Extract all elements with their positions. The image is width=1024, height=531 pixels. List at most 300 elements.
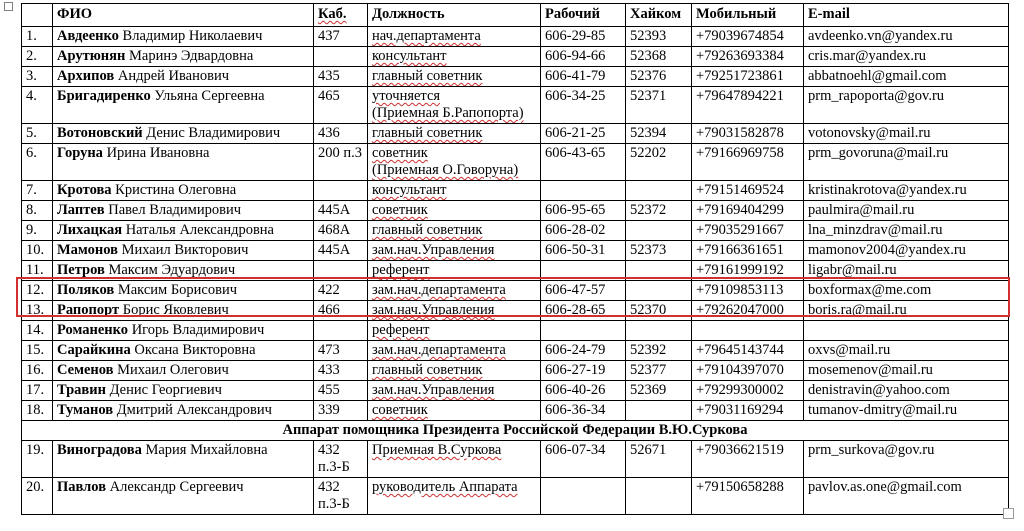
cell-work-phone <box>541 478 626 515</box>
person-surname: Туманов <box>57 402 114 418</box>
cell-position <box>368 27 541 47</box>
work-phone: 606-94-66 <box>545 48 606 64</box>
cell-mobile <box>692 47 804 67</box>
email-address: mamonov2004@yandex.ru <box>808 242 966 258</box>
email-address: tumanov-dmitry@mail.ru <box>808 402 958 418</box>
cell-email <box>804 124 1009 144</box>
table-row <box>22 261 1009 281</box>
cabinet-number: п.3-Б <box>318 496 350 512</box>
section-header-row <box>22 421 1009 441</box>
person-surname: Павлов <box>57 479 107 495</box>
cell-position <box>368 341 541 361</box>
cell-mobile <box>692 321 804 341</box>
position-text: советник <box>372 145 428 161</box>
person-given-names: Наталья Александровна <box>122 222 274 238</box>
mobile-phone: +79109853113 <box>696 282 784 298</box>
person-surname: Рапопорт <box>57 302 120 318</box>
cell-fio <box>53 341 314 361</box>
cell-cabinet <box>314 341 368 361</box>
table-row <box>22 381 1009 401</box>
cell-cabinet <box>314 241 368 261</box>
cell-haicom <box>626 181 692 201</box>
cell-position <box>368 441 541 478</box>
email-address: pavlov.as.one@gmail.com <box>808 479 962 495</box>
cabinet-number: 433 <box>318 362 340 378</box>
position-text: главный советник <box>372 68 483 84</box>
cabinet-number: 455 <box>318 382 340 398</box>
cell-haicom <box>626 321 692 341</box>
cell-position <box>368 261 541 281</box>
work-phone: 606-21-25 <box>545 125 606 141</box>
table-row <box>22 201 1009 221</box>
cell-email <box>804 47 1009 67</box>
cell-number <box>22 87 53 124</box>
table-row <box>22 361 1009 381</box>
section-title <box>22 421 1009 441</box>
person-given-names: Андрей Иванович <box>114 68 229 84</box>
cabinet-number: 445А <box>318 202 351 218</box>
cabinet-number: 200 п.3 <box>318 145 363 161</box>
position-text: зам.нач.департамента <box>372 342 506 358</box>
person-given-names: Денис Владимирович <box>142 125 281 141</box>
table-row <box>22 341 1009 361</box>
cabinet-number: 432 <box>318 442 340 458</box>
mobile-phone: +79036621519 <box>696 442 784 458</box>
mobile-phone: +79166969758 <box>696 145 784 161</box>
cell-haicom <box>626 341 692 361</box>
haicom-number: 52370 <box>630 302 667 318</box>
mobile-phone: +79031169294 <box>696 402 784 418</box>
cabinet-number: 435 <box>318 68 340 84</box>
cabinet-number: 432 <box>318 479 340 495</box>
work-phone: 606-27-19 <box>545 362 606 378</box>
cell-email <box>804 201 1009 221</box>
haicom-number: 52372 <box>630 202 667 218</box>
haicom-number: 52368 <box>630 48 667 64</box>
cell-number <box>22 124 53 144</box>
row-number: 18. <box>26 402 45 418</box>
cell-cabinet <box>314 87 368 124</box>
cell-fio <box>53 47 314 67</box>
cell-fio <box>53 441 314 478</box>
cabinet-number: 436 <box>318 125 340 141</box>
person-surname: Лихацкая <box>57 222 123 238</box>
work-phone: 606-36-34 <box>545 402 606 418</box>
person-given-names: Ирина Ивановна <box>102 145 210 161</box>
cell-haicom <box>626 27 692 47</box>
cell-email <box>804 361 1009 381</box>
cell-number <box>22 261 53 281</box>
position-text: зам.нач.Управления <box>372 242 495 258</box>
haicom-number: 52376 <box>630 68 667 84</box>
cell-cabinet <box>314 47 368 67</box>
cell-fio <box>53 281 314 301</box>
person-given-names: Борис Яковлевич <box>119 302 229 318</box>
table-row <box>22 321 1009 341</box>
cabinet-number: 466 <box>318 302 340 318</box>
email-address: paulmira@mail.ru <box>808 202 915 218</box>
cell-number <box>22 441 53 478</box>
cell-fio <box>53 478 314 515</box>
haicom-number: 52671 <box>630 442 667 458</box>
person-given-names: Маринэ Эдвардовна <box>125 48 254 64</box>
row-number: 5. <box>26 125 37 141</box>
person-given-names: Михаил Викторович <box>117 242 249 258</box>
cell-work-phone <box>541 361 626 381</box>
row-number: 20. <box>26 479 45 495</box>
cabinet-number: 468А <box>318 222 351 238</box>
row-number: 10. <box>26 242 45 258</box>
row-number: 4. <box>26 88 37 104</box>
row-number: 17. <box>26 382 45 398</box>
cell-email <box>804 341 1009 361</box>
cabinet-number: 473 <box>318 342 340 358</box>
cell-cabinet <box>314 261 368 281</box>
table-row <box>22 241 1009 261</box>
email-address: mosemenov@mail.ru <box>808 362 933 378</box>
mobile-phone: +79251723861 <box>696 68 784 84</box>
row-number: 11. <box>26 262 44 278</box>
email-address: oxvs@mail.ru <box>808 342 891 358</box>
cell-mobile <box>692 124 804 144</box>
cell-cabinet <box>314 144 368 181</box>
position-text: главный советник <box>372 362 483 378</box>
cell-mobile <box>692 261 804 281</box>
cell-haicom <box>626 221 692 241</box>
header-position: Должность <box>368 4 541 27</box>
email-address: kristinakrotova@yandex.ru <box>808 182 967 198</box>
work-phone: 606-34-25 <box>545 88 606 104</box>
cell-position <box>368 87 541 124</box>
person-surname: Семенов <box>57 362 114 378</box>
work-phone: 606-95-65 <box>545 202 606 218</box>
cell-cabinet <box>314 401 368 421</box>
cell-email <box>804 261 1009 281</box>
position-text: зам.нач.Управления <box>372 382 495 398</box>
cell-cabinet <box>314 181 368 201</box>
cell-work-phone <box>541 321 626 341</box>
haicom-number: 52202 <box>630 145 667 161</box>
table-row <box>22 401 1009 421</box>
person-surname: Кротова <box>57 182 112 198</box>
mobile-phone: +79299300002 <box>696 382 784 398</box>
cell-haicom <box>626 47 692 67</box>
cell-work-phone <box>541 401 626 421</box>
row-number: 6. <box>26 145 37 161</box>
cell-position <box>368 361 541 381</box>
cell-haicom <box>626 361 692 381</box>
position-text: руководитель Аппарата <box>372 479 518 495</box>
cell-cabinet <box>314 281 368 301</box>
cell-email <box>804 241 1009 261</box>
cell-mobile <box>692 341 804 361</box>
row-number: 16. <box>26 362 45 378</box>
position-text: советник <box>372 402 428 418</box>
cell-cabinet <box>314 441 368 478</box>
cell-cabinet <box>314 201 368 221</box>
row-number: 14. <box>26 322 45 338</box>
person-given-names: Павел Владимирович <box>104 202 242 218</box>
person-surname: Авдеенко <box>57 28 119 44</box>
cell-email <box>804 27 1009 47</box>
page-resize-handle[interactable] <box>1003 508 1014 519</box>
table-body <box>22 27 1009 515</box>
person-surname: Вотоновский <box>57 125 143 141</box>
table-row <box>22 301 1009 321</box>
cell-fio <box>53 67 314 87</box>
mobile-phone: +79169404299 <box>696 202 784 218</box>
haicom-number: 52371 <box>630 88 667 104</box>
position-text: референт <box>372 322 430 338</box>
email-address: cris.mar@yandex.ru <box>808 48 927 64</box>
row-number: 9. <box>26 222 37 238</box>
cell-position <box>368 401 541 421</box>
table-row <box>22 47 1009 67</box>
cell-mobile <box>692 281 804 301</box>
cell-work-phone <box>541 241 626 261</box>
cell-mobile <box>692 27 804 47</box>
table-row <box>22 144 1009 181</box>
cell-fio <box>53 321 314 341</box>
table-header-row <box>22 4 1009 27</box>
cell-number <box>22 221 53 241</box>
person-surname: Травин <box>57 382 106 398</box>
person-given-names: Кристина Олеговна <box>111 182 237 198</box>
cell-email <box>804 381 1009 401</box>
cell-fio <box>53 144 314 181</box>
email-address: boris.ra@mail.ru <box>808 302 907 318</box>
cell-position <box>368 281 541 301</box>
person-given-names: Денис Георгиевич <box>105 382 222 398</box>
table-row <box>22 67 1009 87</box>
email-address: avdeenko.vn@yandex.ru <box>808 28 953 44</box>
cell-email <box>804 67 1009 87</box>
cell-mobile <box>692 201 804 221</box>
email-address: prm_rapoporta@gov.ru <box>808 88 945 104</box>
cell-mobile <box>692 441 804 478</box>
cell-work-phone <box>541 124 626 144</box>
cell-mobile <box>692 381 804 401</box>
cell-fio <box>53 261 314 281</box>
email-address: votonovsky@mail.ru <box>808 125 931 141</box>
cell-haicom <box>626 301 692 321</box>
cell-haicom <box>626 281 692 301</box>
position-text: зам.нач.департамента <box>372 282 506 298</box>
person-given-names: Дмитрий Александрович <box>113 402 272 418</box>
cell-fio <box>53 361 314 381</box>
cell-email <box>804 401 1009 421</box>
cell-work-phone <box>541 261 626 281</box>
section-title-text: Аппарат помощника Президента Российской Федерации В.Ю.Суркова <box>282 422 748 438</box>
email-address: prm_surkova@gov.ru <box>808 442 935 458</box>
position-text: консультант <box>372 48 447 64</box>
cell-number <box>22 27 53 47</box>
cell-number <box>22 341 53 361</box>
cell-work-phone <box>541 67 626 87</box>
cell-cabinet <box>314 27 368 47</box>
person-surname: Виноградова <box>57 442 142 458</box>
person-given-names: Александр Сергеевич <box>106 479 244 495</box>
cell-fio <box>53 401 314 421</box>
cell-haicom <box>626 478 692 515</box>
mobile-phone: +79263693384 <box>696 48 784 64</box>
email-address: lna_minzdrav@mail.ru <box>808 222 943 238</box>
cell-haicom <box>626 87 692 124</box>
cabinet-number: п.3-Б <box>318 459 350 475</box>
cell-mobile <box>692 87 804 124</box>
cell-number <box>22 181 53 201</box>
cell-position <box>368 144 541 181</box>
table-row <box>22 281 1009 301</box>
table-row <box>22 124 1009 144</box>
mobile-phone: +79035291667 <box>696 222 784 238</box>
header-haicom: Хайком <box>626 4 692 27</box>
header-email: E-mail <box>804 4 1009 27</box>
mobile-phone: +79166361651 <box>696 242 784 258</box>
person-given-names: Владимир Николаевич <box>118 28 263 44</box>
cell-haicom <box>626 67 692 87</box>
person-given-names: Игорь Владимирович <box>128 322 265 338</box>
work-phone: 606-29-85 <box>545 28 606 44</box>
mobile-phone: +79647894221 <box>696 88 784 104</box>
cell-haicom <box>626 261 692 281</box>
cell-mobile <box>692 478 804 515</box>
mobile-phone: +79104397070 <box>696 362 784 378</box>
row-number: 19. <box>26 442 45 458</box>
cabinet-number: 437 <box>318 28 340 44</box>
person-given-names: Мария Михайловна <box>141 442 268 458</box>
position-text: главный советник <box>372 125 483 141</box>
cell-work-phone <box>541 301 626 321</box>
haicom-number: 52369 <box>630 382 667 398</box>
person-surname: Лаптев <box>57 202 105 218</box>
person-given-names: Максим Эдуардович <box>104 262 236 278</box>
person-surname: Поляков <box>57 282 115 298</box>
cell-haicom <box>626 241 692 261</box>
row-number: 1. <box>26 28 37 44</box>
cell-position <box>368 381 541 401</box>
cell-cabinet <box>314 301 368 321</box>
work-phone: 606-41-79 <box>545 68 606 84</box>
cabinet-number: 465 <box>318 88 340 104</box>
position-text: советник <box>372 202 428 218</box>
cell-work-phone <box>541 144 626 181</box>
cell-position <box>368 478 541 515</box>
row-number: 15. <box>26 342 45 358</box>
cell-work-phone <box>541 181 626 201</box>
cell-cabinet <box>314 361 368 381</box>
cabinet-number: 339 <box>318 402 340 418</box>
cell-work-phone <box>541 47 626 67</box>
work-phone: 606-24-79 <box>545 342 606 358</box>
person-given-names: Максим Борисович <box>114 282 238 298</box>
email-address: boxformax@me.com <box>808 282 932 298</box>
cell-fio <box>53 381 314 401</box>
cell-number <box>22 201 53 221</box>
table-row <box>22 441 1009 478</box>
cell-mobile <box>692 67 804 87</box>
cell-fio <box>53 301 314 321</box>
cell-email <box>804 301 1009 321</box>
cell-number <box>22 361 53 381</box>
cell-mobile <box>692 241 804 261</box>
header-fio: ФИО <box>53 4 314 27</box>
cell-position <box>368 124 541 144</box>
cell-mobile <box>692 301 804 321</box>
cell-cabinet <box>314 124 368 144</box>
cell-mobile <box>692 181 804 201</box>
cell-haicom <box>626 144 692 181</box>
row-number: 7. <box>26 182 37 198</box>
person-surname: Архипов <box>57 68 115 84</box>
person-surname: Арутюнян <box>57 48 126 64</box>
cell-work-phone <box>541 381 626 401</box>
mobile-phone: +79150658288 <box>696 479 784 495</box>
position-text: (Приемная О.Говоруна) <box>372 162 519 178</box>
person-given-names: Оксана Викторовна <box>130 342 256 358</box>
mobile-phone: +79262047000 <box>696 302 784 318</box>
email-address: abbatnoehl@gmail.com <box>808 68 947 84</box>
cell-haicom <box>626 201 692 221</box>
position-text: (Приемная Б.Рапопорта) <box>372 105 524 121</box>
cell-work-phone <box>541 441 626 478</box>
row-number: 8. <box>26 202 37 218</box>
cell-number <box>22 241 53 261</box>
mobile-phone: +79039674854 <box>696 28 784 44</box>
cell-cabinet <box>314 381 368 401</box>
mobile-phone: +79031582878 <box>696 125 784 141</box>
staff-directory-table <box>21 3 1009 515</box>
row-number: 13. <box>26 302 45 318</box>
header-number <box>22 4 53 27</box>
cell-work-phone <box>541 27 626 47</box>
person-surname: Горуна <box>57 145 103 161</box>
person-given-names: Михаил Олегович <box>113 362 229 378</box>
mobile-phone: +79151469524 <box>696 182 784 198</box>
cell-number <box>22 281 53 301</box>
cell-fio <box>53 201 314 221</box>
cell-haicom <box>626 124 692 144</box>
cell-cabinet <box>314 221 368 241</box>
cell-haicom <box>626 441 692 478</box>
haicom-number: 52393 <box>630 28 667 44</box>
cell-work-phone <box>541 201 626 221</box>
cabinet-number: 445А <box>318 242 351 258</box>
cell-mobile <box>692 144 804 181</box>
work-phone: 606-43-65 <box>545 145 606 161</box>
person-surname: Романенко <box>57 322 129 338</box>
row-number: 3. <box>26 68 37 84</box>
haicom-number: 52373 <box>630 242 667 258</box>
header-mobile: Мобильный <box>692 4 804 27</box>
cell-email <box>804 87 1009 124</box>
cell-work-phone <box>541 341 626 361</box>
cell-number <box>22 47 53 67</box>
person-surname: Бригадиренко <box>57 88 151 104</box>
person-surname: Петров <box>57 262 105 278</box>
work-phone: 606-40-26 <box>545 382 606 398</box>
email-address: ligabr@mail.ru <box>808 262 897 278</box>
cell-position <box>368 241 541 261</box>
cell-position <box>368 67 541 87</box>
row-number: 2. <box>26 48 37 64</box>
work-phone: 606-07-34 <box>545 442 606 458</box>
position-text: консультант <box>372 182 447 198</box>
table-row <box>22 27 1009 47</box>
cell-position <box>368 301 541 321</box>
cell-work-phone <box>541 87 626 124</box>
cell-fio <box>53 124 314 144</box>
